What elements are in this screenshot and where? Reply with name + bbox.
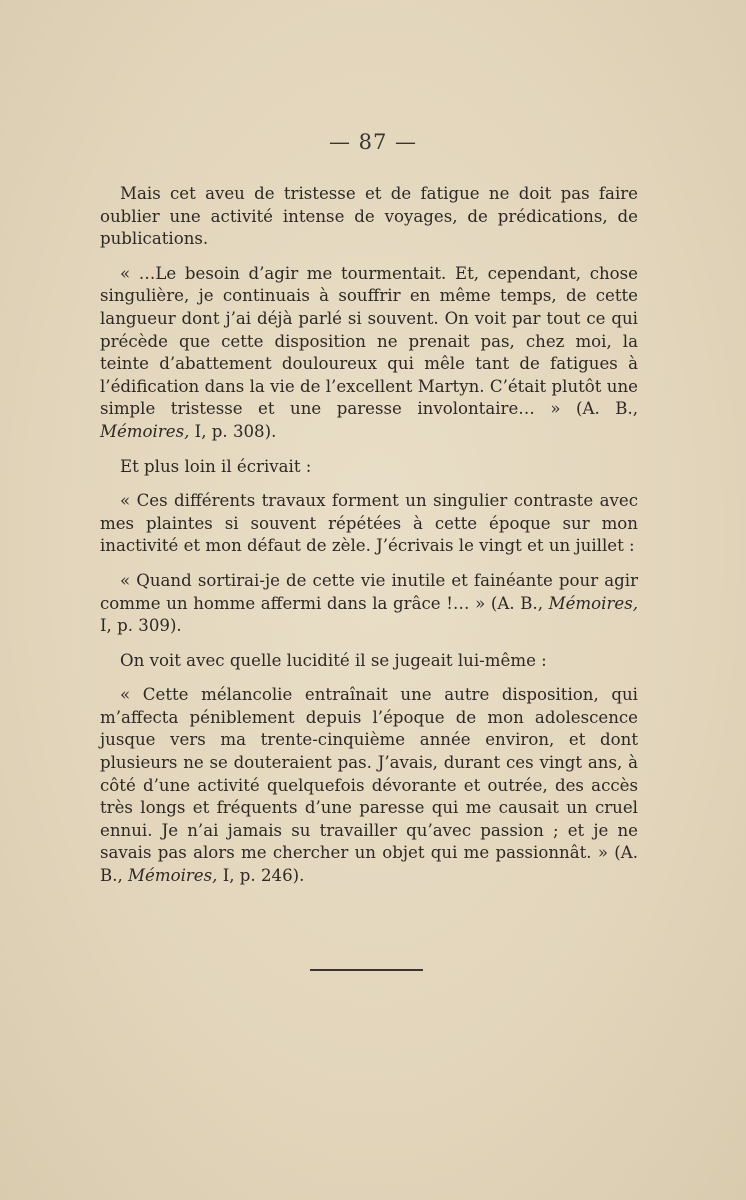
body-text (100, 183, 638, 900)
paragraph (100, 183, 638, 251)
text-run: « Cette mélancolie entraînait une autre disposition, qui m’affecta péniblement depuis l’époque de mon adolescence jusque vers ma trente-cinquième année environ, et dont plusieurs ne se douteraient pas. J’avais, durant ces vingt ans, à côté d’une activité quelquefois dévorante et outrée, des accès très longs et fréquents d’une paresse qui me causait un cruel ennui. Je n’ai jamais su travailler qu’avec passion ; et je ne savais pas alors me chercher un objet qui me passionnât. » (A. B., (100, 685, 638, 886)
text-run: On voit avec quelle lucidité il se jugeait lui-même : (120, 650, 547, 670)
quote-paragraph (100, 490, 638, 558)
text-run: I, p. 308). (189, 421, 277, 441)
page-number: — 87 — (328, 130, 418, 154)
paragraph (100, 456, 638, 479)
end-rule (310, 969, 423, 971)
text-run: « Ces différents travaux forment un singulier contraste avec mes plaintes si souvent répétées à cette époque sur mon inactivité et mon défaut de zèle. J’écrivais le vingt et un juillet : (100, 491, 638, 556)
citation-title: Mémoires, (100, 421, 190, 441)
text-run: Mais cet aveu de tristesse et de fatigue ne doit pas faire oublier une activité intense de voyages, de prédications, de publications. (100, 184, 638, 249)
text-run: I, p. 246). (217, 866, 305, 886)
paragraph (100, 650, 638, 673)
quote-paragraph (100, 263, 638, 444)
quote-paragraph (100, 570, 638, 638)
citation-title: Mémoires, (548, 593, 638, 613)
text-run: Et plus loin il écrivait : (120, 456, 312, 476)
text-run: I, p. 309). (100, 616, 182, 636)
text-run: « Quand sortirai-je de cette vie inutile et fainéante pour agir comme un homme affermi dans la grâce !… » (A. B., (100, 570, 638, 613)
quote-paragraph (100, 684, 638, 887)
text-run: « …Le besoin d’agir me tourmentait. Et, cependant, chose singulière, je continuais à souffrir en même temps, de cette langueur dont j’ai déjà parlé si souvent. On voit par tout ce qui précède que cette disposition ne prenait pas, chez moi, la teinte d’abattement douloureux qui mêle tant de fatigues à l’édification dans la vie de l’excellent Martyn. C’était plutôt une simple tristesse et une paresse involontaire… » (A. B., (100, 263, 638, 419)
citation-title: Mémoires, (128, 866, 218, 886)
